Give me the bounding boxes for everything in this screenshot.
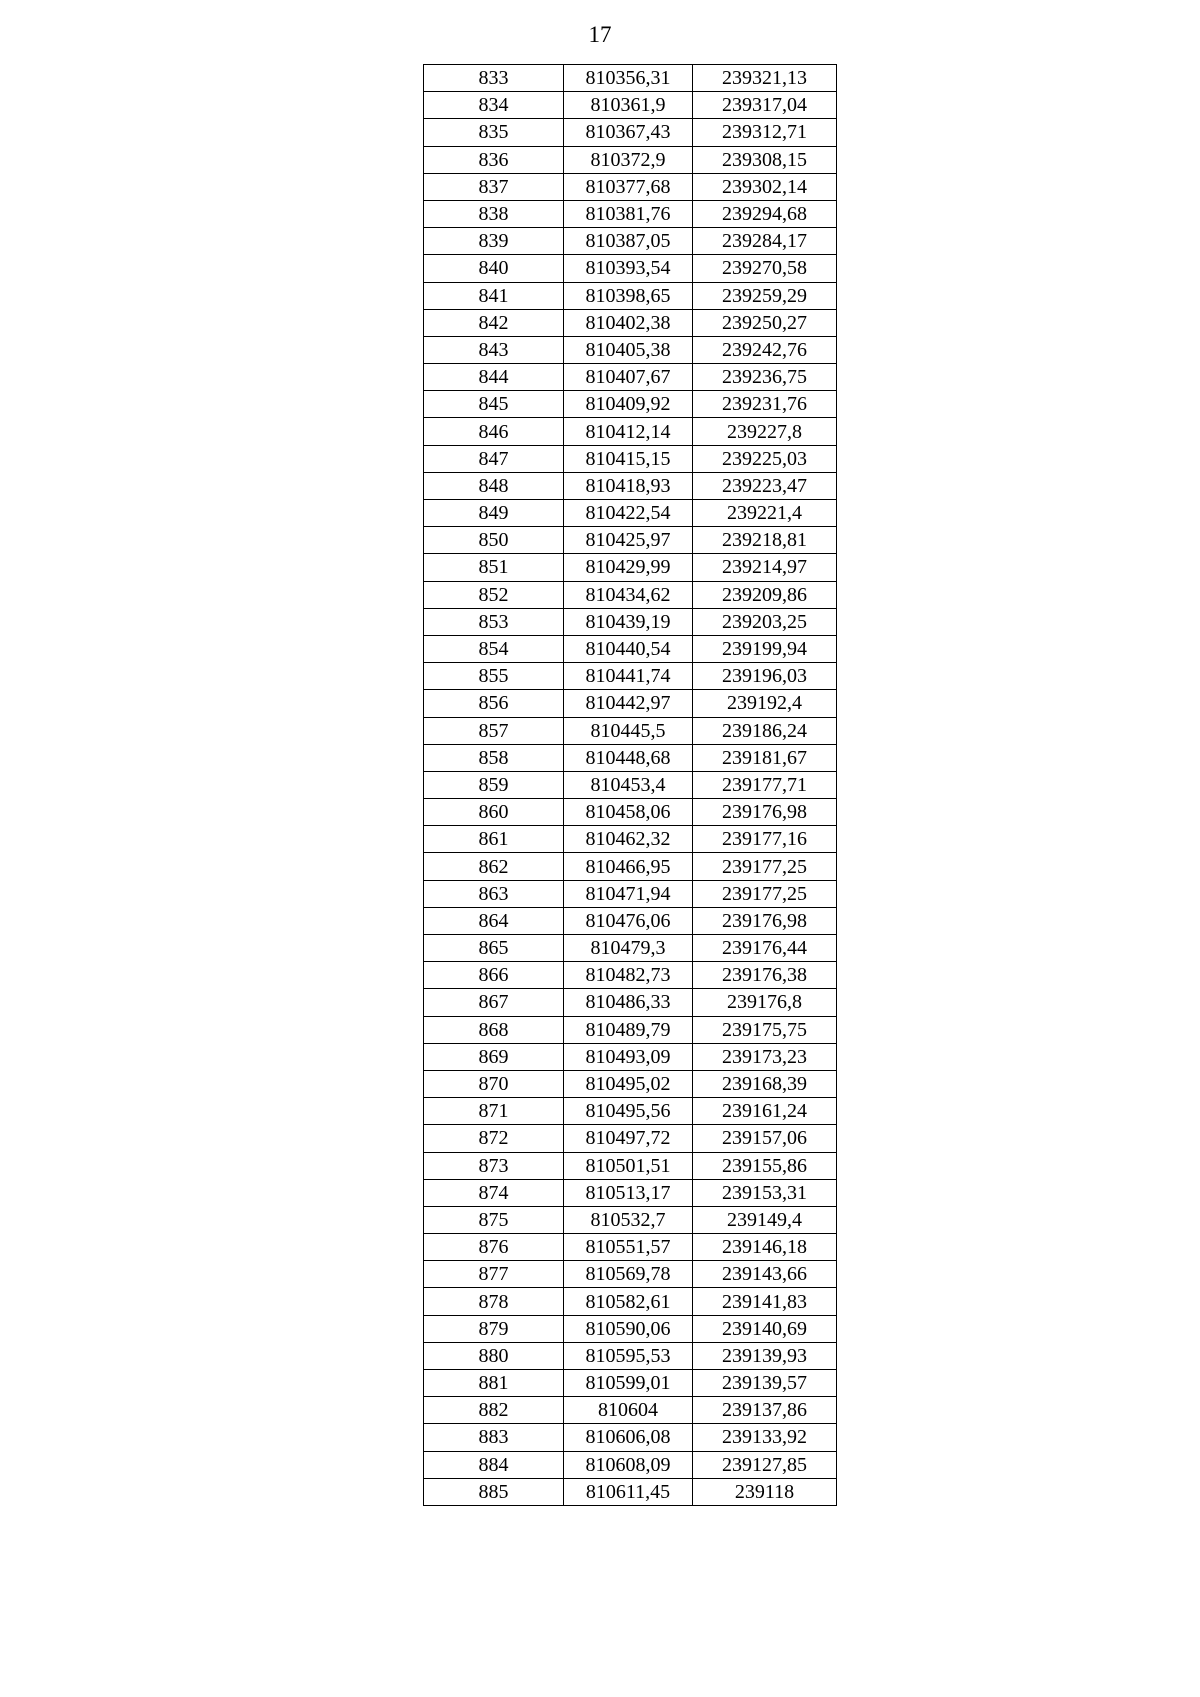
point-number-cell: 859 — [424, 771, 564, 798]
x-coordinate-cell: 810569,78 — [564, 1261, 693, 1288]
x-coordinate-cell: 810439,19 — [564, 608, 693, 635]
x-coordinate-cell: 810367,43 — [564, 119, 693, 146]
table-row — [424, 418, 837, 445]
point-number-cell: 871 — [424, 1098, 564, 1125]
y-coordinate-cell: 239177,71 — [693, 771, 837, 798]
table-row — [424, 228, 837, 255]
x-coordinate-cell: 810595,53 — [564, 1342, 693, 1369]
table-row — [424, 1152, 837, 1179]
table-row — [424, 391, 837, 418]
y-coordinate-cell: 239141,83 — [693, 1288, 837, 1315]
y-coordinate-cell: 239173,23 — [693, 1043, 837, 1070]
x-coordinate-cell: 810441,74 — [564, 663, 693, 690]
y-coordinate-cell: 239177,25 — [693, 880, 837, 907]
x-coordinate-cell: 810405,38 — [564, 336, 693, 363]
y-coordinate-cell: 239176,8 — [693, 989, 837, 1016]
table-row — [424, 880, 837, 907]
point-number-cell: 850 — [424, 527, 564, 554]
y-coordinate-cell: 239227,8 — [693, 418, 837, 445]
table-row — [424, 200, 837, 227]
x-coordinate-cell: 810604 — [564, 1397, 693, 1424]
point-number-cell: 870 — [424, 1070, 564, 1097]
point-number-cell: 838 — [424, 200, 564, 227]
y-coordinate-cell: 239149,4 — [693, 1206, 837, 1233]
point-number-cell: 882 — [424, 1397, 564, 1424]
x-coordinate-cell: 810361,9 — [564, 92, 693, 119]
point-number-cell: 866 — [424, 962, 564, 989]
y-coordinate-cell: 239209,86 — [693, 581, 837, 608]
table-row — [424, 65, 837, 92]
y-coordinate-cell: 239218,81 — [693, 527, 837, 554]
x-coordinate-cell: 810356,31 — [564, 65, 693, 92]
table-row — [424, 1234, 837, 1261]
point-number-cell: 846 — [424, 418, 564, 445]
table-row — [424, 1070, 837, 1097]
point-number-cell: 883 — [424, 1424, 564, 1451]
table-row — [424, 771, 837, 798]
y-coordinate-cell: 239302,14 — [693, 173, 837, 200]
x-coordinate-cell: 810425,97 — [564, 527, 693, 554]
point-number-cell: 884 — [424, 1451, 564, 1478]
y-coordinate-cell: 239259,29 — [693, 282, 837, 309]
x-coordinate-cell: 810486,33 — [564, 989, 693, 1016]
x-coordinate-cell: 810393,54 — [564, 255, 693, 282]
x-coordinate-cell: 810458,06 — [564, 799, 693, 826]
x-coordinate-cell: 810462,32 — [564, 826, 693, 853]
point-number-cell: 840 — [424, 255, 564, 282]
point-number-cell: 868 — [424, 1016, 564, 1043]
point-number-cell: 858 — [424, 744, 564, 771]
table-row — [424, 445, 837, 472]
point-number-cell: 863 — [424, 880, 564, 907]
table-row — [424, 309, 837, 336]
y-coordinate-cell: 239177,25 — [693, 853, 837, 880]
x-coordinate-cell: 810445,5 — [564, 717, 693, 744]
point-number-cell: 876 — [424, 1234, 564, 1261]
table-row — [424, 663, 837, 690]
point-number-cell: 879 — [424, 1315, 564, 1342]
table-row — [424, 826, 837, 853]
x-coordinate-cell: 810471,94 — [564, 880, 693, 907]
table-row — [424, 1315, 837, 1342]
x-coordinate-cell: 810418,93 — [564, 472, 693, 499]
x-coordinate-cell: 810608,09 — [564, 1451, 693, 1478]
table-row — [424, 364, 837, 391]
point-number-cell: 834 — [424, 92, 564, 119]
y-coordinate-cell: 239214,97 — [693, 554, 837, 581]
table-row — [424, 472, 837, 499]
y-coordinate-cell: 239321,13 — [693, 65, 837, 92]
y-coordinate-cell: 239308,15 — [693, 146, 837, 173]
point-number-cell: 854 — [424, 635, 564, 662]
y-coordinate-cell: 239133,92 — [693, 1424, 837, 1451]
x-coordinate-cell: 810398,65 — [564, 282, 693, 309]
point-number-cell: 875 — [424, 1206, 564, 1233]
table-row — [424, 336, 837, 363]
table-row — [424, 989, 837, 1016]
page-number: 17 — [588, 22, 612, 47]
point-number-cell: 855 — [424, 663, 564, 690]
point-number-cell: 865 — [424, 935, 564, 962]
point-number-cell: 873 — [424, 1152, 564, 1179]
y-coordinate-cell: 239270,58 — [693, 255, 837, 282]
table-row — [424, 1179, 837, 1206]
x-coordinate-cell: 810402,38 — [564, 309, 693, 336]
x-coordinate-cell: 810495,02 — [564, 1070, 693, 1097]
point-number-cell: 864 — [424, 907, 564, 934]
y-coordinate-cell: 239175,75 — [693, 1016, 837, 1043]
x-coordinate-cell: 810482,73 — [564, 962, 693, 989]
point-number-cell: 848 — [424, 472, 564, 499]
x-coordinate-cell: 810453,4 — [564, 771, 693, 798]
point-number-cell: 874 — [424, 1179, 564, 1206]
x-coordinate-cell: 810407,67 — [564, 364, 693, 391]
x-coordinate-cell: 810442,97 — [564, 690, 693, 717]
point-number-cell: 851 — [424, 554, 564, 581]
table-row — [424, 119, 837, 146]
x-coordinate-cell: 810479,3 — [564, 935, 693, 962]
y-coordinate-cell: 239177,16 — [693, 826, 837, 853]
point-number-cell: 872 — [424, 1125, 564, 1152]
x-coordinate-cell: 810582,61 — [564, 1288, 693, 1315]
y-coordinate-cell: 239225,03 — [693, 445, 837, 472]
x-coordinate-cell: 810497,72 — [564, 1125, 693, 1152]
point-number-cell: 881 — [424, 1370, 564, 1397]
table-row — [424, 1016, 837, 1043]
y-coordinate-cell: 239139,93 — [693, 1342, 837, 1369]
y-coordinate-cell: 239231,76 — [693, 391, 837, 418]
y-coordinate-cell: 239176,44 — [693, 935, 837, 962]
table-row — [424, 146, 837, 173]
x-coordinate-cell: 810387,05 — [564, 228, 693, 255]
table-row — [424, 1206, 837, 1233]
y-coordinate-cell: 239139,57 — [693, 1370, 837, 1397]
table-row — [424, 717, 837, 744]
table-row — [424, 935, 837, 962]
point-number-cell: 869 — [424, 1043, 564, 1070]
y-coordinate-cell: 239236,75 — [693, 364, 837, 391]
y-coordinate-cell: 239143,66 — [693, 1261, 837, 1288]
y-coordinate-cell: 239155,86 — [693, 1152, 837, 1179]
x-coordinate-cell: 810381,76 — [564, 200, 693, 227]
y-coordinate-cell: 239153,31 — [693, 1179, 837, 1206]
x-coordinate-cell: 810377,68 — [564, 173, 693, 200]
y-coordinate-cell: 239127,85 — [693, 1451, 837, 1478]
point-number-cell: 839 — [424, 228, 564, 255]
y-coordinate-cell: 239203,25 — [693, 608, 837, 635]
table-row — [424, 1043, 837, 1070]
y-coordinate-cell: 239157,06 — [693, 1125, 837, 1152]
table-row — [424, 635, 837, 662]
point-number-cell: 836 — [424, 146, 564, 173]
x-coordinate-cell: 810476,06 — [564, 907, 693, 934]
x-coordinate-cell: 810415,15 — [564, 445, 693, 472]
table-row — [424, 608, 837, 635]
x-coordinate-cell: 810466,95 — [564, 853, 693, 880]
point-number-cell: 856 — [424, 690, 564, 717]
y-coordinate-cell: 239146,18 — [693, 1234, 837, 1261]
y-coordinate-cell: 239176,38 — [693, 962, 837, 989]
table-row — [424, 1342, 837, 1369]
x-coordinate-cell: 810372,9 — [564, 146, 693, 173]
point-number-cell: 853 — [424, 608, 564, 635]
table-row — [424, 1261, 837, 1288]
point-number-cell: 867 — [424, 989, 564, 1016]
x-coordinate-cell: 810611,45 — [564, 1478, 693, 1505]
x-coordinate-cell: 810440,54 — [564, 635, 693, 662]
x-coordinate-cell: 810532,7 — [564, 1206, 693, 1233]
y-coordinate-cell: 239196,03 — [693, 663, 837, 690]
table-row — [424, 554, 837, 581]
point-number-cell: 845 — [424, 391, 564, 418]
x-coordinate-cell: 810422,54 — [564, 500, 693, 527]
x-coordinate-cell: 810590,06 — [564, 1315, 693, 1342]
table-row — [424, 907, 837, 934]
y-coordinate-cell: 239176,98 — [693, 799, 837, 826]
table-row — [424, 744, 837, 771]
y-coordinate-cell: 239140,69 — [693, 1315, 837, 1342]
point-number-cell: 843 — [424, 336, 564, 363]
y-coordinate-cell: 239221,4 — [693, 500, 837, 527]
x-coordinate-cell: 810551,57 — [564, 1234, 693, 1261]
table-row — [424, 1288, 837, 1315]
table-row — [424, 1370, 837, 1397]
x-coordinate-cell: 810599,01 — [564, 1370, 693, 1397]
point-number-cell: 841 — [424, 282, 564, 309]
table-row — [424, 92, 837, 119]
table-row — [424, 500, 837, 527]
y-coordinate-cell: 239199,94 — [693, 635, 837, 662]
point-number-cell: 857 — [424, 717, 564, 744]
table-row — [424, 173, 837, 200]
y-coordinate-cell: 239137,86 — [693, 1397, 837, 1424]
y-coordinate-cell: 239294,68 — [693, 200, 837, 227]
y-coordinate-cell: 239192,4 — [693, 690, 837, 717]
table-row — [424, 690, 837, 717]
y-coordinate-cell: 239181,67 — [693, 744, 837, 771]
point-number-cell: 877 — [424, 1261, 564, 1288]
table-row — [424, 962, 837, 989]
table-row — [424, 581, 837, 608]
y-coordinate-cell: 239118 — [693, 1478, 837, 1505]
y-coordinate-cell: 239186,24 — [693, 717, 837, 744]
point-number-cell: 860 — [424, 799, 564, 826]
coordinates-table-body — [424, 65, 837, 1506]
y-coordinate-cell: 239284,17 — [693, 228, 837, 255]
x-coordinate-cell: 810429,99 — [564, 554, 693, 581]
point-number-cell: 847 — [424, 445, 564, 472]
point-number-cell: 878 — [424, 1288, 564, 1315]
x-coordinate-cell: 810495,56 — [564, 1098, 693, 1125]
x-coordinate-cell: 810448,68 — [564, 744, 693, 771]
y-coordinate-cell: 239317,04 — [693, 92, 837, 119]
x-coordinate-cell: 810489,79 — [564, 1016, 693, 1043]
y-coordinate-cell: 239250,27 — [693, 309, 837, 336]
point-number-cell: 861 — [424, 826, 564, 853]
point-number-cell: 885 — [424, 1478, 564, 1505]
table-row — [424, 1397, 837, 1424]
y-coordinate-cell: 239312,71 — [693, 119, 837, 146]
point-number-cell: 880 — [424, 1342, 564, 1369]
point-number-cell: 833 — [424, 65, 564, 92]
table-row — [424, 1478, 837, 1505]
table-row — [424, 1125, 837, 1152]
point-number-cell: 835 — [424, 119, 564, 146]
y-coordinate-cell: 239161,24 — [693, 1098, 837, 1125]
table-row — [424, 1424, 837, 1451]
table-row — [424, 1451, 837, 1478]
table-row — [424, 799, 837, 826]
y-coordinate-cell: 239242,76 — [693, 336, 837, 363]
point-number-cell: 849 — [424, 500, 564, 527]
y-coordinate-cell: 239223,47 — [693, 472, 837, 499]
point-number-cell: 837 — [424, 173, 564, 200]
point-number-cell: 844 — [424, 364, 564, 391]
x-coordinate-cell: 810412,14 — [564, 418, 693, 445]
table-row — [424, 1098, 837, 1125]
x-coordinate-cell: 810434,62 — [564, 581, 693, 608]
point-number-cell: 862 — [424, 853, 564, 880]
x-coordinate-cell: 810501,51 — [564, 1152, 693, 1179]
x-coordinate-cell: 810409,92 — [564, 391, 693, 418]
point-number-cell: 852 — [424, 581, 564, 608]
x-coordinate-cell: 810513,17 — [564, 1179, 693, 1206]
table-row — [424, 255, 837, 282]
table-row — [424, 282, 837, 309]
table-row — [424, 527, 837, 554]
y-coordinate-cell: 239176,98 — [693, 907, 837, 934]
y-coordinate-cell: 239168,39 — [693, 1070, 837, 1097]
x-coordinate-cell: 810606,08 — [564, 1424, 693, 1451]
coordinates-table — [423, 64, 837, 1506]
x-coordinate-cell: 810493,09 — [564, 1043, 693, 1070]
point-number-cell: 842 — [424, 309, 564, 336]
table-row — [424, 853, 837, 880]
